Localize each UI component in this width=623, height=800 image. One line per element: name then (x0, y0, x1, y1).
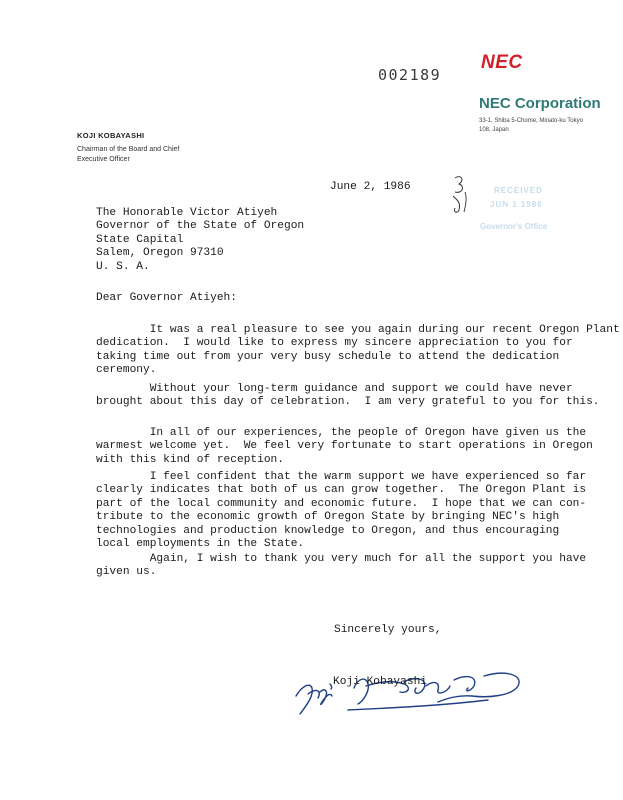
handwritten-initials (447, 172, 475, 218)
recipient-address: The Honorable Victor Atiyeh Governor of the State of Oregon State Capital Salem, Oregon 97310 U. S. A. (96, 207, 305, 273)
received-stamp (480, 186, 570, 236)
body-paragraph-5: Again, I wish to thank you very much for all the support you have given us. (96, 553, 587, 579)
body-paragraph-1: It was a real pleasure to see you again during our recent Oregon Plant dedication. I would like to express my sincere appreciation to you for taking time out from your very busy schedule to attend the dedication ceremony. (96, 324, 620, 377)
closing: Sincerely yours, (334, 624, 442, 636)
sender-title: Chairman of the Board and Chief Executive Officer (77, 146, 180, 163)
body-paragraph-3: In all of our experiences, the people of Oregon have given us the warmest welcome yet. We feel very fortunate to start operations in Oregon with this kind of reception. (96, 427, 593, 466)
stamp-line-date: JUN 1 1986 (490, 200, 543, 209)
body-paragraph-2: Without your long-term guidance and support we could have never brought about this day of celebration. I am very grateful to you for this. (96, 383, 600, 409)
handwritten-signature (288, 662, 528, 722)
company-name: NEC Corporation (479, 95, 601, 112)
letter-date: June 2, 1986 (330, 181, 411, 193)
sender-name: KOJI KOBAYASHI (77, 131, 145, 140)
nec-logo: NEC (481, 52, 523, 73)
stamp-line-office: Governor's Office (480, 222, 548, 231)
company-address: 33-1, Shiba 5-Chome, Minato-ku Tokyo 108, Japan (479, 118, 583, 133)
typed-signature-name: Koji Kobayashi (333, 676, 427, 688)
salutation: Dear Governor Atiyeh: (96, 292, 237, 304)
document-serial-number: 002189 (378, 66, 442, 84)
stamp-line-received: RECEIVED (494, 186, 543, 195)
body-paragraph-4: I feel confident that the warm support we have experienced so far clearly indicates that both of us can grow together. The Oregon Plant is part of the local community and economic future. I hope that we can con- tribute to the economic growth of Oregon State by bringing NEC's high technologies and production knowledge to Oregon, and thus encouraging local employments in the State. (96, 471, 587, 551)
